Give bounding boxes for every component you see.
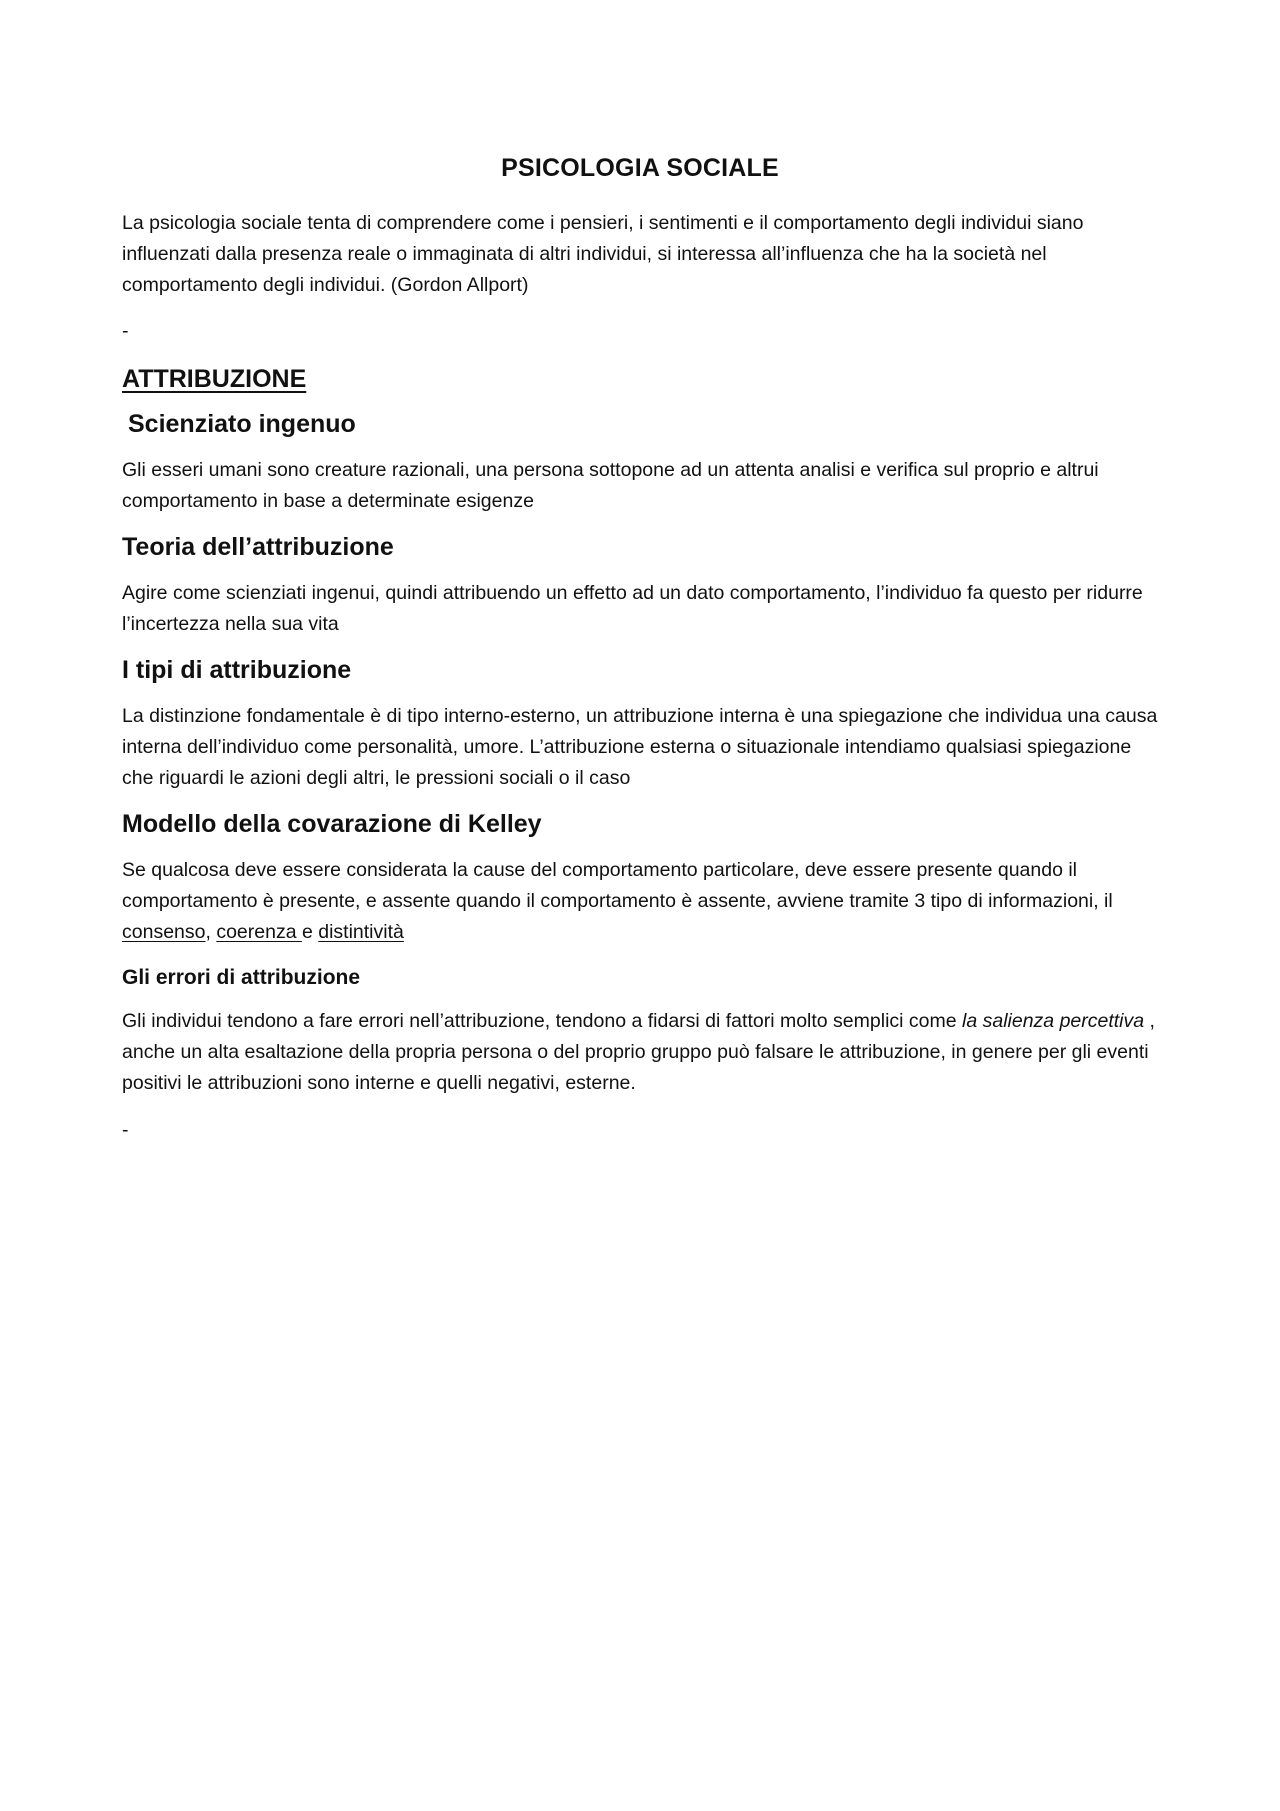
term-distintivita: distintività (318, 921, 404, 943)
term-salienza-percettiva: la salienza percettiva (962, 1010, 1145, 1032)
heading-teoria-attribuzione: Teoria dell’attribuzione (122, 533, 394, 561)
paragraph-modello-kelley (122, 855, 1162, 948)
separator-dash-end: - (122, 1119, 129, 1141)
heading-modello-kelley: Modello della covarazione di Kelley (122, 810, 542, 838)
paragraph-errori-attribuzione (122, 1006, 1162, 1099)
heading-tipi-attribuzione: I tipi di attribuzione (122, 656, 352, 684)
document-body (122, 208, 1162, 1146)
paragraph-teoria-attribuzione: Agire come scienziati ingenui, quindi attribuendo un effetto ad un dato comportamento, l’individuo fa questo per ridurre l’incertezza nella sua vita (122, 582, 1143, 635)
kelley-separator-2: e (301, 921, 319, 943)
term-consenso: consenso (122, 921, 206, 943)
paragraph-tipi-attribuzione: La distinzione fondamentale è di tipo interno-esterno, un attribuzione interna è una spiegazione che individua una causa interna dell’individuo come personalità, umore. L’attribuzione esterna o situazionale intendiamo qualsiasi spiegazione che riguardi le azioni degli altri, le pressioni sociali o il caso (122, 705, 1158, 789)
section-heading-attribuzione: ATTRIBUZIONE (122, 365, 307, 393)
kelley-separator-1: , (205, 921, 217, 943)
kelley-text: Se qualcosa deve essere considerata la cause del comportamento particolare, deve essere presente quando il comportamento è presente, e assente quando il comportamento è assente, avviene tramite 3 tipo di informazioni, il (122, 859, 1113, 912)
intro-paragraph: La psicologia sociale tenta di comprendere come i pensieri, i sentimenti e il comportamento degli individui siano influenzati dalla presenza reale o immaginata di altri individui, si interessa all’influenza che ha la società nel comportamento degli individui. (Gordon Allport) (122, 212, 1084, 296)
heading-errori-attribuzione: Gli errori di attribuzione (122, 966, 361, 989)
document-title: PSICOLOGIA SOCIALE (501, 154, 779, 182)
errori-text-end: , anche un alta esaltazione della propria persona o del proprio gruppo può falsare le attribuzione, in genere per gli eventi positivi le attribuzioni sono interne e quelli negativi, esterne. (122, 1010, 1155, 1094)
term-coerenza: coerenza (216, 921, 302, 943)
paragraph-scienziato-ingenuo: Gli esseri umani sono creature razionali, una persona sottopone ad un attenta analisi e verifica sul proprio e altrui comportamento in base a determinate esigenze (122, 459, 1099, 512)
heading-scienziato-ingenuo: Scienziato ingenuo (128, 410, 356, 438)
errori-text-start: Gli individui tendono a fare errori nell’attribuzione, tendono a fidarsi di fattori molto semplici come (122, 1010, 963, 1032)
separator-dash: - (122, 320, 129, 342)
